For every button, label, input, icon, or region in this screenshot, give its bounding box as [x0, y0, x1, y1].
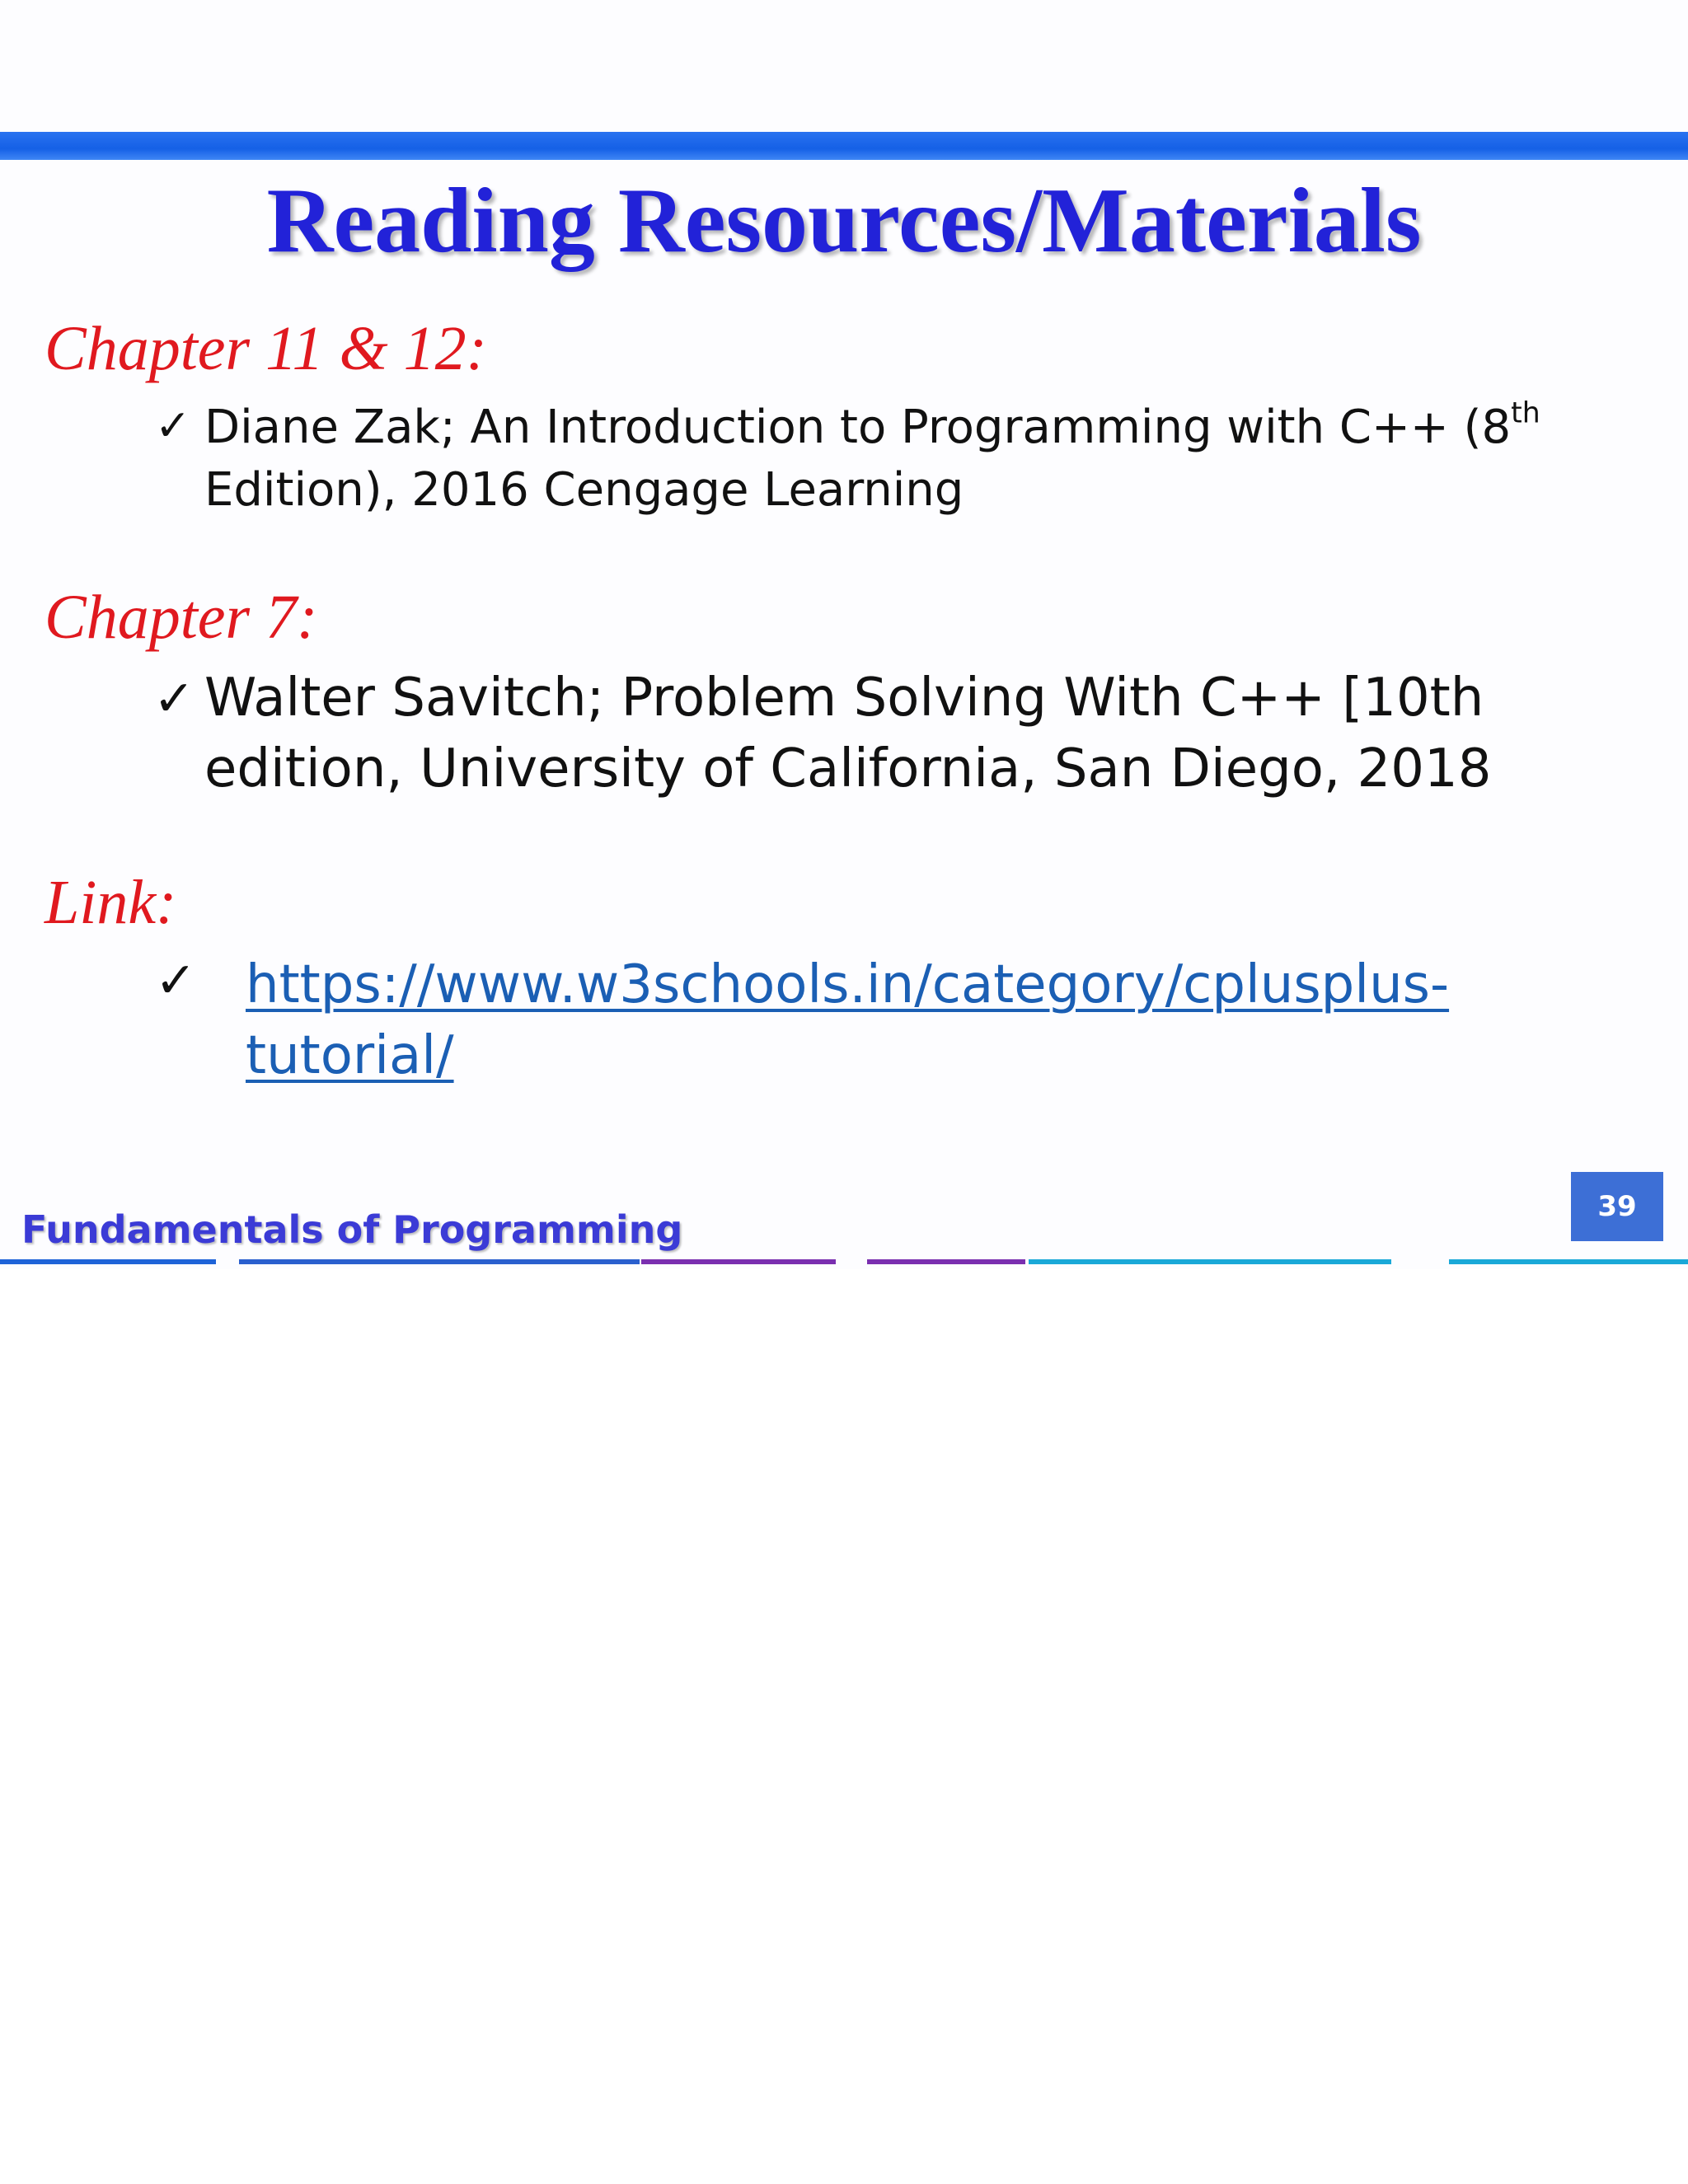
- link-heading: Link:: [45, 868, 177, 937]
- bullet-line-1: [204, 396, 1540, 460]
- footer-divider-6: [1449, 1259, 1688, 1264]
- bullet-line-1-text: Diane Zak; An Introduction to Programming with C++ (8: [204, 401, 1512, 454]
- checkmark-icon: ✓: [155, 401, 191, 451]
- bullet-line-2: Edition), 2016 Cengage Learning: [204, 463, 964, 517]
- page-number-badge: 39: [1571, 1172, 1663, 1241]
- chapter-heading-11-12: Chapter 11 & 12:: [45, 314, 487, 383]
- footer-divider-2: [239, 1259, 640, 1264]
- w3schools-link-line-1[interactable]: https://www.w3schools.in/category/cplusplus-: [246, 954, 1450, 1015]
- bullet-line-2: edition, University of California, San Diego, 2018: [204, 738, 1492, 799]
- superscript: th: [1511, 396, 1540, 430]
- checkmark-icon: ✓: [155, 952, 197, 1010]
- slide-title: Reading Resources/Materials: [266, 170, 1422, 272]
- footer-divider-4: [867, 1259, 1025, 1264]
- bullet-line-1: Walter Savitch; Problem Solving With C++ [10th: [204, 668, 1484, 729]
- chapter-heading-7: Chapter 7:: [45, 583, 318, 652]
- footer-divider-1: [0, 1259, 216, 1264]
- footer-divider-5: [1029, 1259, 1391, 1264]
- checkmark-icon: ✓: [153, 670, 195, 728]
- footer-course-title: Fundamentals of Programming: [21, 1207, 683, 1252]
- footer-divider-3: [641, 1259, 836, 1264]
- top-accent-bar: [0, 132, 1688, 160]
- w3schools-link-line-2[interactable]: tutorial/: [246, 1025, 454, 1086]
